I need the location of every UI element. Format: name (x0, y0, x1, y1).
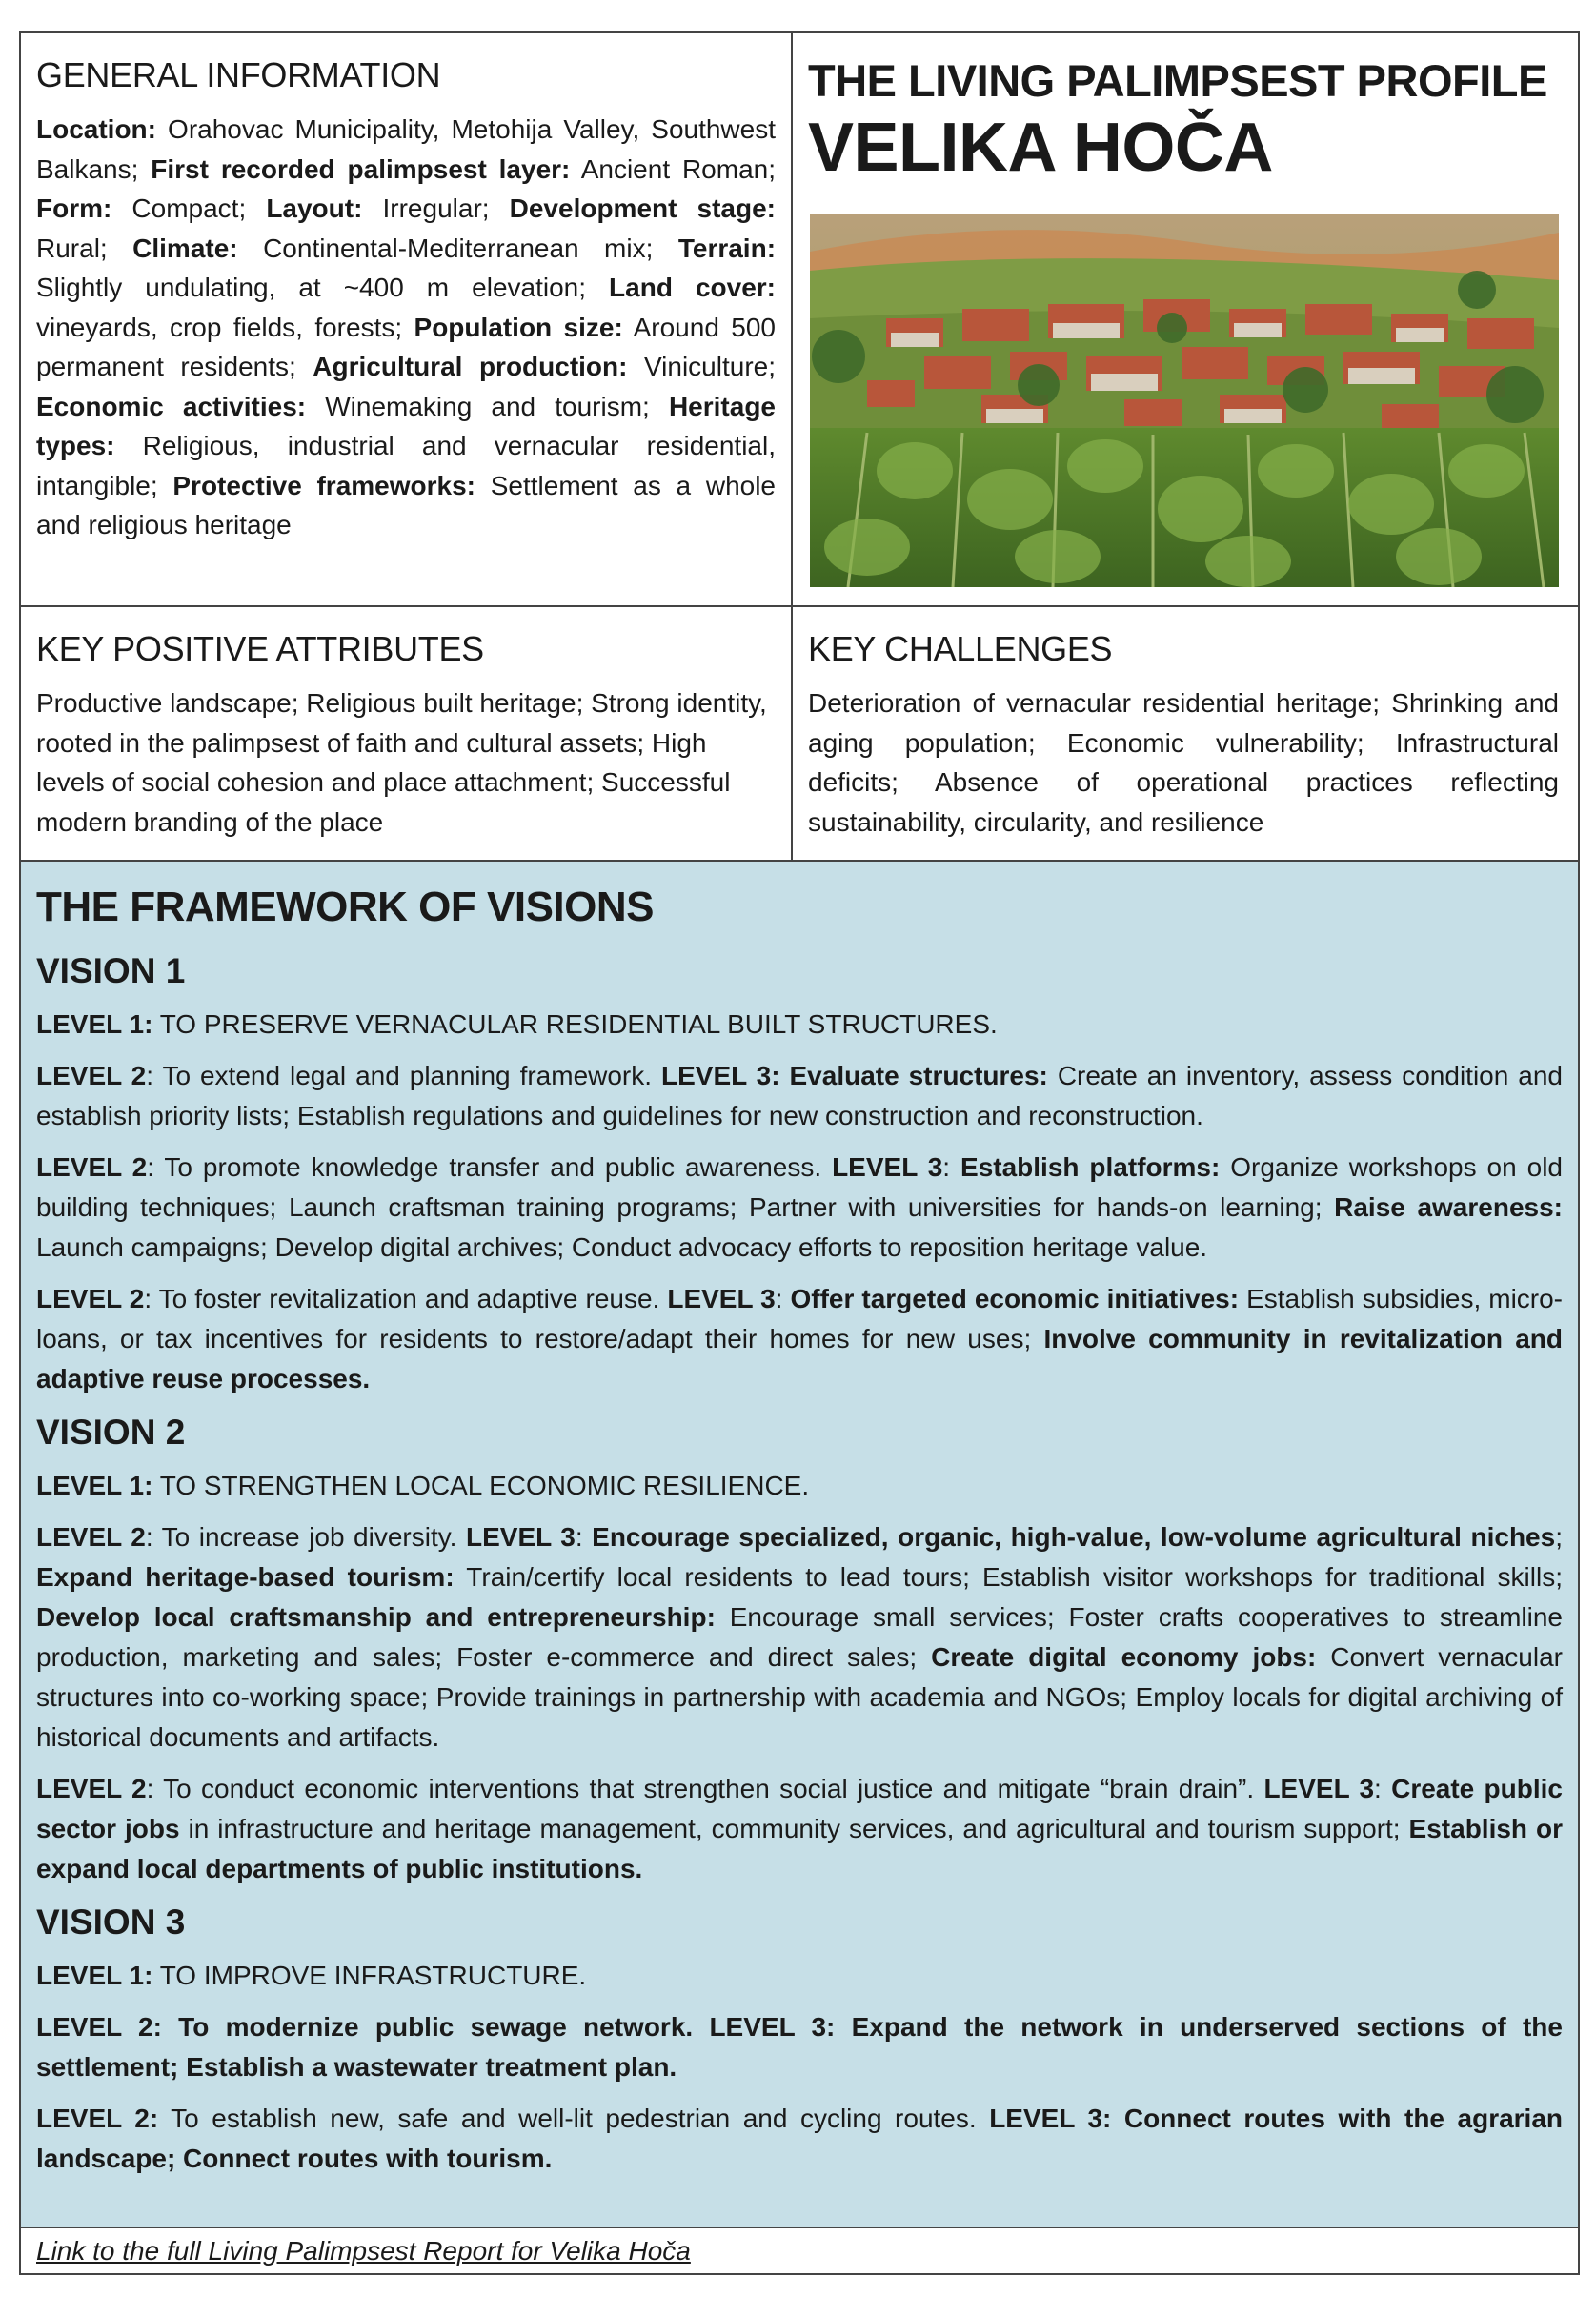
form-label: Form: (36, 193, 112, 223)
location-value: Orahovac Municipality, Metohija Valley, Southwest Balkans; (36, 114, 777, 184)
heritage-types-label: Heritage types: (36, 391, 776, 460)
level-label: LEVEL 2 (36, 1152, 148, 1182)
vision-3-heading: VISION 3 (36, 1902, 186, 1942)
level-3-label: Encourage specialized, organic, high-value, low-volume agricultural niches (592, 1522, 1556, 1552)
location-label: Location: (36, 114, 156, 144)
settlement-name: VELIKA HOČA (808, 110, 1273, 186)
key-challenges-text: Deterioration of vernacular residential heritage; Shrinking and aging population; Economic vulnerability; Infrastructural deficits; Absence of operational practices reflecting sustainability, circularity, and resilience (808, 688, 1559, 837)
level-text: Encourage small services; Foster crafts cooperatives to streamline production, marketing and sales; Foster e-commerce and direct sales; (36, 1602, 1563, 1672)
framework-of-visions-section (21, 862, 1578, 2228)
profile-sheet (19, 31, 1580, 2275)
level-text: : To extend legal and planning framework. (146, 1061, 661, 1090)
land-cover-label: Land cover: (609, 273, 776, 302)
protective-frameworks-value: Settlement as a whole and religious heritage (36, 470, 777, 539)
agricultural-production-value: Viniculture; (643, 352, 776, 381)
profile-title-section (793, 33, 1578, 607)
level-text: : To conduct economic interventions that strengthen social justice and mitigate “brain drain”. (146, 1774, 1264, 1803)
level-3-label: Establish or expand local departments of public institutions. (36, 1814, 1563, 1883)
climate-label: Climate: (132, 233, 238, 263)
general-information-text (36, 110, 776, 545)
level-text: ; (1555, 1522, 1563, 1552)
form-value: Compact; (131, 193, 247, 223)
level-3-label: Involve community in revitalization and adaptive reuse processes. (36, 1324, 1563, 1393)
level-label: LEVEL 3 (667, 1284, 776, 1313)
level-text: Launch campaigns; Develop digital archives; Conduct advocacy efforts to reposition heritage value. (36, 1232, 1208, 1262)
level-text: TO STRENGTHEN LOCAL ECONOMIC RESILIENCE. (159, 1471, 810, 1500)
level-text: : (942, 1152, 961, 1182)
level-3-label: Expand heritage-based tourism: (36, 1562, 455, 1592)
key-positive-attributes-text: Productive landscape; Religious built heritage; Strong identity, rooted in the palimpsest of faith and cultural assets; High levels of social cohesion and place attachment; Successful modern branding of the place (36, 688, 767, 837)
level-text: To establish new, safe and well-lit pedestrian and cycling routes. (158, 2104, 990, 2133)
level-label: LEVEL 3 (832, 1152, 943, 1182)
heritage-types-value: Religious, industrial and vernacular residential, intangible; (36, 431, 776, 500)
vision-2-heading: VISION 2 (36, 1413, 186, 1452)
level-3-label: Offer targeted economic initiatives: (790, 1284, 1240, 1313)
level-text: : To foster revitalization and adaptive reuse. (144, 1284, 668, 1313)
vision-1-level-2-item (36, 1279, 1563, 1399)
terrain-value: Slightly undulating, at ~400 m elevation; (36, 273, 587, 302)
palimpsest-layer-label: First recorded palimpsest layer: (151, 153, 571, 184)
level-text: Organize workshops on old building techniques; Launch craftsman training programs; Partner with universities for hands-on learning; (36, 1152, 1563, 1222)
level-text: : To promote knowledge transfer and public awareness. (147, 1152, 833, 1182)
village-photo (810, 214, 1559, 587)
level-label: LEVEL 1: (36, 1471, 153, 1500)
key-challenges-heading: KEY CHALLENGES (808, 629, 1113, 668)
development-stage-label: Development stage: (509, 193, 776, 223)
vision-1-level-2-item (36, 1148, 1563, 1268)
palimpsest-layer-value: Ancient Roman; (580, 153, 777, 184)
general-information-section (21, 33, 793, 607)
terrain-label: Terrain: (677, 233, 777, 263)
level-3-label: Establish platforms: (960, 1152, 1221, 1182)
framework-title: THE FRAMEWORK OF VISIONS (36, 884, 654, 930)
development-stage-value: Rural; (36, 233, 108, 263)
population-label: Population size: (414, 312, 623, 342)
level-3-label: LEVEL 3: Evaluate structures: (660, 1061, 1048, 1090)
general-information-heading: GENERAL INFORMATION (36, 55, 441, 94)
full-report-link[interactable]: Link to the full Living Palimpsest Report for Velika Hoča (36, 2236, 691, 2266)
agricultural-production-label: Agricultural production: (313, 352, 628, 381)
land-cover-value: vineyards, crop fields, forests; (36, 312, 403, 342)
level-text: Convert vernacular structures into co-working space; Provide trainings in partnership with academia and NGOs; Employ locals for digital archiving of historical documents and artifacts. (36, 1642, 1563, 1752)
level-label: LEVEL 3 (465, 1522, 576, 1552)
level-label: LEVEL 2 (36, 1774, 147, 1803)
level-3-label: Develop local craftsmanship and entrepreneurship: (36, 1602, 716, 1632)
level-text: Create an inventory, assess condition and establish priority lists; Establish regulations and guidelines for new construction and reconstruction. (36, 1061, 1563, 1130)
level-text: Train/certify local residents to lead tours; Establish visitor workshops for traditional skills; (454, 1562, 1563, 1592)
vision-2-level-2-item (36, 1769, 1563, 1889)
level-label: LEVEL 2: (36, 2104, 159, 2133)
vision-3-level-2-item (36, 2099, 1563, 2179)
protective-frameworks-label: Protective frameworks: (172, 470, 475, 500)
key-positive-attributes-section (21, 607, 793, 862)
level-text: Establish subsidies, micro-loans, or tax incentives for residents to restore/adapt their homes for new uses; (36, 1284, 1564, 1353)
profile-label: THE LIVING PALIMPSEST PROFILE (808, 55, 1547, 106)
key-challenges-section (793, 607, 1578, 862)
vision-1-heading: VISION 1 (36, 951, 186, 990)
level-3-label: LEVEL 2: To modernize public sewage network. LEVEL 3: Expand the network in underserved sections of the settlement; Establish a wastewater treatment plan. (36, 2012, 1563, 2082)
economic-activities-value: Winemaking and tourism; (325, 391, 650, 421)
level-label: LEVEL 2 (36, 1061, 147, 1090)
level-text: : (575, 1522, 593, 1552)
layout-label: Layout: (266, 193, 363, 223)
vision-2-level-1 (36, 1466, 1563, 1506)
level-text: : (1374, 1774, 1392, 1803)
vision-1-level-1 (36, 1005, 1563, 1045)
vision-3-level-2-item (36, 2007, 1563, 2087)
level-text: TO IMPROVE INFRASTRUCTURE. (159, 1961, 587, 1990)
level-text: TO PRESERVE VERNACULAR RESIDENTIAL BUILT STRUCTURES. (159, 1009, 998, 1039)
report-link-row (21, 2228, 1578, 2273)
level-text: in infrastructure and heritage management, community services, and agricultural and tourism support; (179, 1814, 1409, 1843)
vision-2-level-2-item (36, 1517, 1563, 1758)
key-positive-attributes-heading: KEY POSITIVE ATTRIBUTES (36, 629, 484, 668)
level-3-label: Create public sector jobs (36, 1774, 1563, 1843)
level-label: LEVEL 2 (36, 1284, 145, 1313)
level-text: : (775, 1284, 791, 1313)
climate-value: Continental-Mediterranean mix; (263, 233, 654, 263)
level-label: LEVEL 1: (36, 1961, 153, 1990)
level-text: : To increase job diversity. (145, 1522, 466, 1552)
vision-3-level-1 (36, 1956, 1563, 1996)
level-label: LEVEL 2 (36, 1522, 146, 1552)
population-value: Around 500 permanent residents; (36, 312, 776, 381)
level-label: LEVEL 1: (36, 1009, 153, 1039)
level-3-label: Create digital economy jobs: (931, 1642, 1317, 1672)
level-3-label: LEVEL 3: Connect routes with the agrarian landscape; Connect routes with tourism. (36, 2104, 1564, 2173)
economic-activities-label: Economic activities: (36, 391, 307, 421)
level-3-label: Raise awareness: (1334, 1192, 1563, 1222)
level-label: LEVEL 3 (1263, 1774, 1375, 1803)
vision-1-level-2-item (36, 1056, 1563, 1136)
layout-value: Irregular; (382, 193, 490, 223)
